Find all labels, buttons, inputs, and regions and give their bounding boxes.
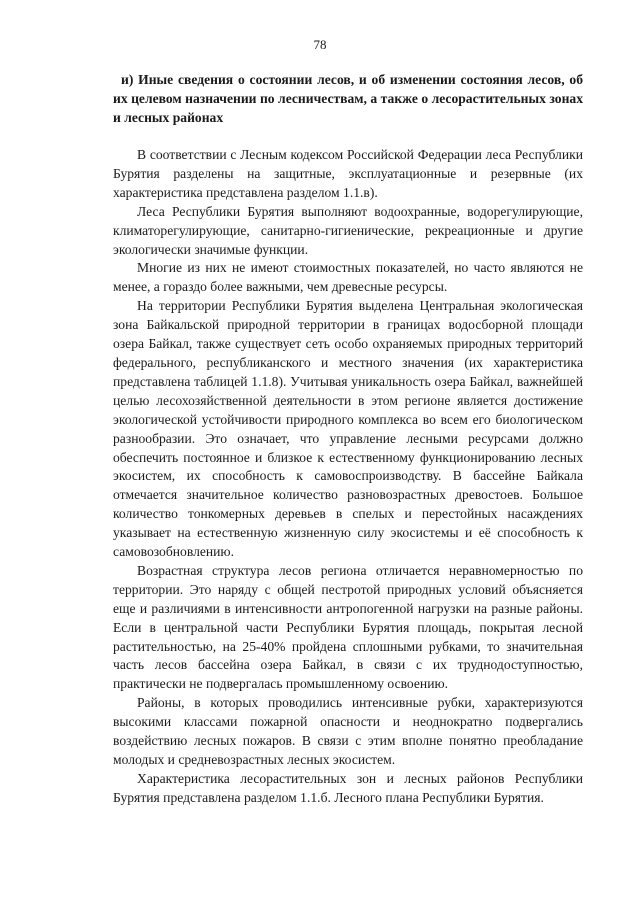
paragraph-3: Многие из них не имеют стоимостных показателей, но часто являются не менее, а гораздо более важными, чем древесные ресурсы. — [113, 260, 583, 295]
paragraph-4: На территории Республики Бурятия выделена Центральная экологическая зона Байкальской природной территории в границах водосборной площади озера Байкал, также существует сеть особо охраняемых природных территорий федерального, республиканского и местного значения (их характеристика представлена таблицей 1.1.8). Учитывая уникальность озера Байкал, важнейшей целью лесохозяйственной деятельности в этом регионе является достижение экологической устойчивости природного комплекса во всем его биологическом разнообразии. Это означает, что управление лесными ресурсами должно обеспечить постоянное и близкое к естественному функционированию лесных экосистем, их способность к самовоспроизводству. В бассейне Байкала отмечается значительное количество разновозрастных древостоев. Большое количество тонкомерных деревьев в спелых и перестойных насаждениях указывает на естественную жизненную силу экосистемы и её способность к самовозобновлению. — [113, 298, 583, 560]
section-heading — [113, 70, 583, 127]
paragraph-1: В соответствии с Лесным кодексом Российской Федерации леса Республики Бурятия разделены на защитные, эксплуатационные и резервные (их характеристика представлена разделом 1.1.в). — [113, 147, 583, 200]
section-heading-text: и) Иные сведения о состоянии лесов, и об изменении состояния лесов, об их целевом назначении по лесничествам, а также о лесорастительных зонах и лесных районах — [113, 72, 583, 125]
page-number: 78 — [313, 37, 327, 52]
paragraph-7: Характеристика лесорастительных зон и лесных районов Республики Бурятия представлена разделом 1.1.б. Лесного плана Республики Бурятия. — [113, 770, 583, 805]
paragraph-2: Леса Республики Бурятия выполняют водоохранные, водорегулирующие, климаторегулирующие, санитарно-гигиенические, рекреационные и другие экологически значимые функции. — [113, 203, 583, 257]
document-body — [113, 70, 583, 808]
paragraph-6: Районы, в которых проводились интенсивные рубки, характеризуются высокими классами пожарной опасности и неоднократно подвергались воздействию лесных пожаров. В связи с этим вполне понятно преобладание молодых и средневозрастных лесных экосистем. — [113, 695, 583, 767]
paragraph-5: Возрастная структура лесов региона отличается неравномерностью по территории. Это наряду с общей пестротой природных условий объясняется еще и различиями в интенсивности антропогенной нагрузки на разные районы. Если в центральной части Республики Бурятия площадь, покрытая лесной растительностью, на 25-40% пройдена сплошными рубками, то значительная часть лесов бассейна озера Байкал, в связи с их труднодоступностью, практически не подвергалась промышленному освоению. — [113, 562, 583, 692]
